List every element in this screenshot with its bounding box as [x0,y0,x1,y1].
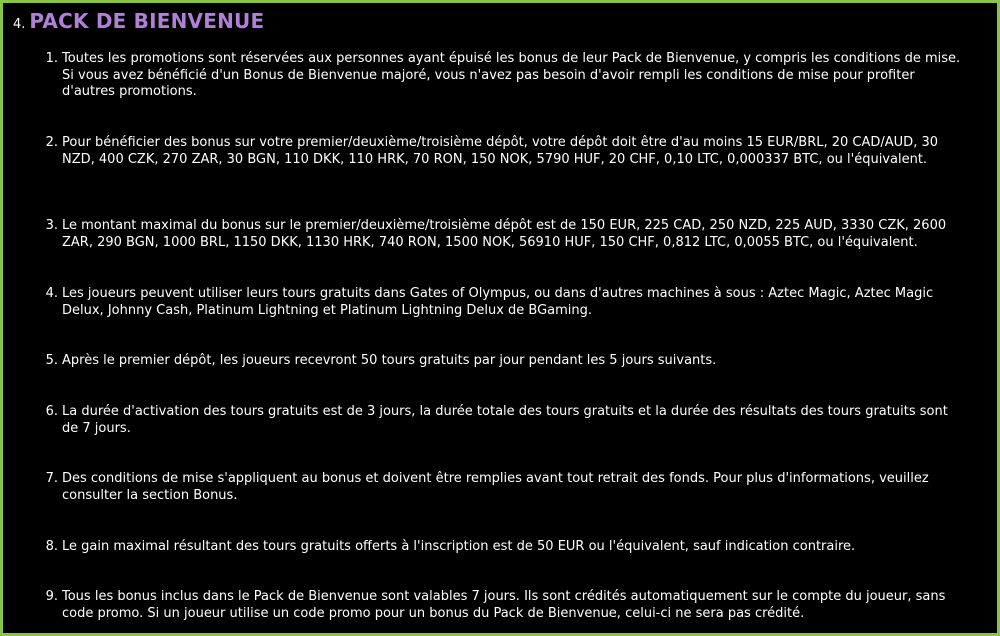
term-item-1 [38,51,968,101]
term-number: 8. [45,539,58,554]
section-heading [13,9,264,33]
term-text: Tous les bonus inclus dans le Pack de Bienvenue sont valables 7 jours. Ils sont crédités automatiquement sur le compte du joueur, sans code promo. Si un joueur utilise un code promo pour un bonus du Pack de Bienvenue, celui-ci ne sera pas crédité. [62,589,946,621]
term-text: Pour bénéficier des bonus sur votre premier/deuxième/troisième dépôt, votre dépôt doit être d'au moins 15 EUR/BRL, 20 CAD/AUD, 30 NZD, 400 CZK, 270 ZAR, 30 BGN, 110 DKK, 110 HRK, 70 RON, 150 NOK, 5790 HUF, 20 CHF, 0,10 LTC, 0,000337 BTC, ou l'équivalent. [62,135,939,167]
term-text: La durée d'activation des tours gratuits est de 3 jours, la durée totale des tours gratuits et la durée des résultats des tours gratuits sont de 7 jours. [62,404,948,436]
section-number: 4. [13,17,26,32]
term-item-7 [38,471,968,504]
term-item-4 [38,286,968,319]
term-text: Après le premier dépôt, les joueurs recevront 50 tours gratuits par jour pendant les 5 jours suivants. [62,353,717,368]
term-text: Toutes les promotions sont réservées aux personnes ayant épuisé les bonus de leur Pack de Bienvenue, y compris les conditions de mise. Si vous avez bénéficié d'un Bonus de Bienvenue majoré, vous n'avez pas besoin d'avoir rempli les conditions de mise pour profiter d'autres promotions. [62,51,961,99]
terms-panel [3,3,997,633]
term-number: 3. [45,218,58,233]
term-text: Le montant maximal du bonus sur le premier/deuxième/troisième dépôt est de 150 EUR, 225 CAD, 250 NZD, 225 AUD, 3330 CZK, 2600 ZAR, 290 BGN, 1000 BRL, 1150 DKK, 1130 HRK, 740 RON, 1500 NOK, 56910 HUF, 150 CHF, 0,812 LTC, 0,0055 BTC, ou l'équivalent. [62,218,947,250]
term-number: 5. [45,353,58,368]
term-text: Des conditions de mise s'appliquent au bonus et doivent être remplies avant tout retrait des fonds. Pour plus d'informations, veuillez consulter la section Bonus. [62,471,929,503]
term-text: Le gain maximal résultant des tours gratuits offerts à l'inscription est de 50 EUR ou l'équivalent, sauf indication contraire. [62,539,856,554]
term-text: Les joueurs peuvent utiliser leurs tours gratuits dans Gates of Olympus, ou dans d'autres machines à sous : Aztec Magic, Aztec Magic Delux, Johnny Cash, Platinum Lightning et Platinum Lightning Delux de BGaming. [62,286,934,318]
term-item-5 [38,353,968,370]
term-number: 4. [45,286,58,301]
term-number: 6. [45,404,58,419]
term-number: 1. [45,51,58,66]
term-number: 2. [45,135,58,150]
term-item-8 [38,539,968,556]
term-number: 7. [45,471,58,486]
section-title: PACK DE BIENVENUE [29,9,265,33]
term-number: 9. [45,589,58,604]
term-item-9 [38,589,968,622]
term-item-2 [38,135,968,168]
term-item-3 [38,218,968,251]
term-item-6 [38,404,968,437]
